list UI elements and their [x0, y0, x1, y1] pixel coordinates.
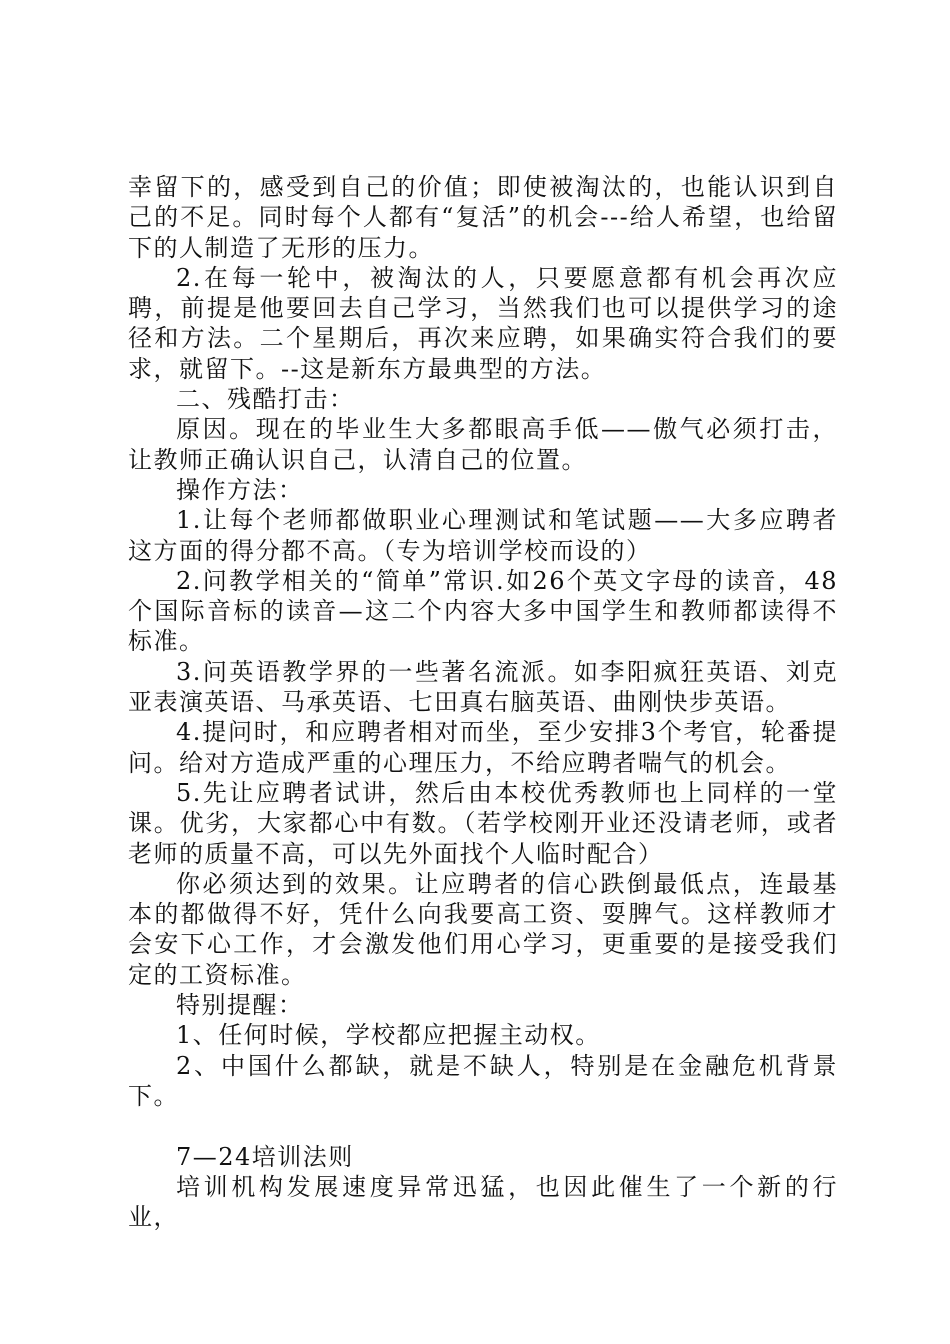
list-item: 3.问英语教学界的一些著名流派。如李阳疯狂英语、刘克亚表演英语、马承英语、七田真右脑英语、曲刚快步英语。	[128, 657, 838, 717]
list-item: 4.提问时，和应聘者相对而坐，至少安排3个考官，轮番提问。给对方造成严重的心理压力，不给应聘者喘气的机会。	[128, 718, 838, 777]
paragraph: 原因。现在的毕业生大多都眼高手低——傲气必须打击，让教师正确认识自己，认清自己的位置。	[128, 415, 838, 474]
paragraph: 幸留下的，感受到自己的价值；即使被淘汰的，也能认识到自己的不足。同时每个人都有“复活”的机会---给人希望，也给留下的人制造了无形的压力。	[128, 173, 838, 262]
document-body	[128, 172, 838, 1232]
list-item: 2、中国什么都缺，就是不缺人，特别是在金融危机背景下。	[128, 1051, 838, 1110]
list-item: 5.先让应聘者试讲，然后由本校优秀教师也上同样的一堂课。优劣，大家都心中有数。（若学校刚开业还没请老师，或者老师的质量不高，可以先外面找个人临时配合）	[128, 778, 838, 868]
section-heading: 7—24培训法则	[176, 1142, 354, 1171]
list-item: 2.问教学相关的“简单”常识.如26个英文字母的读音，48个国际音标的读音—这二个内容大多中国学生和教师都读得不标准。	[128, 566, 838, 656]
blank-line	[128, 1111, 838, 1141]
subheading: 特别提醒：	[176, 991, 304, 1020]
list-item: 1.让每个老师都做职业心理测试和笔试题——大多应聘者这方面的得分都不高。（专为培训学校而设的）	[128, 506, 838, 565]
paragraph: 培训机构发展速度异常迅猛，也因此催生了一个新的行业，	[128, 1172, 838, 1232]
subheading: 操作方法：	[176, 475, 304, 504]
list-item: 1、任何时候，学校都应把握主动权。	[176, 1021, 601, 1050]
section-heading: 二、残酷打击：	[176, 385, 355, 414]
paragraph: 你必须达到的效果。让应聘者的信心跌倒最低点，连最基本的都做得不好，凭什么向我要高工资、耍脾气。这样教师才会安下心工作，才会激发他们用心学习，更重要的是接受我们定的工资标准。	[128, 869, 838, 989]
paragraph: 2.在每一轮中，被淘汰的人，只要愿意都有机会再次应聘，前提是他要回去自己学习，当然我们也可以提供学习的途径和方法。二个星期后，再次来应聘，如果确实符合我们的要求，就留下。--这是新东方最典型的方法。	[128, 263, 838, 383]
